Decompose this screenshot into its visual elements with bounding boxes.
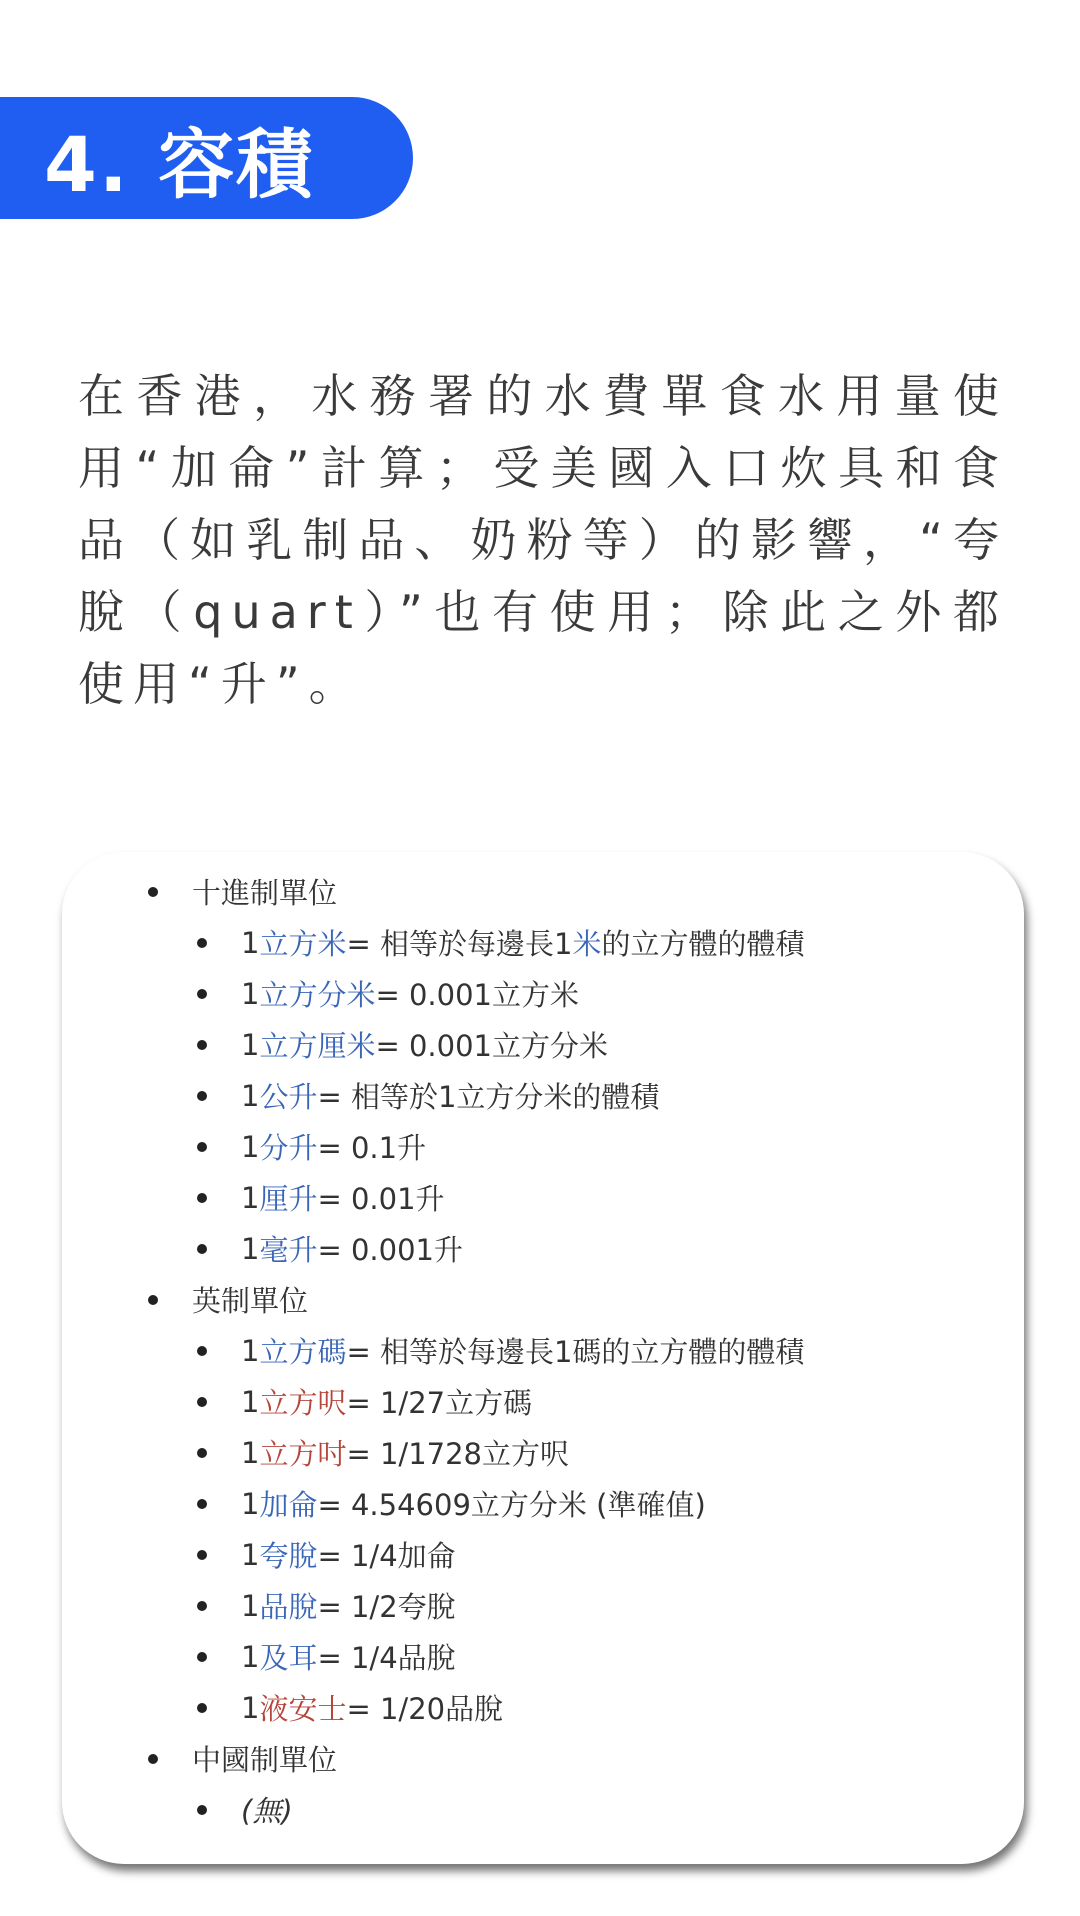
bullet-icon (197, 938, 207, 948)
unit-link[interactable]: 厘升 (259, 1182, 318, 1216)
bullet-icon (197, 1805, 207, 1815)
unit-quantity: 1 (241, 1435, 260, 1470)
unit-quantity: 1 (241, 1588, 260, 1623)
list-item (62, 1682, 1024, 1733)
unit-definition: = 0.001升 (317, 1233, 464, 1267)
unit-quantity: 1 (241, 1690, 260, 1725)
list-item (62, 917, 1024, 968)
list-item (62, 1172, 1024, 1223)
unit-quantity: 1 (241, 1486, 260, 1521)
list-item (62, 1376, 1024, 1427)
decimal-units-section (62, 866, 1024, 1274)
unit-definition: = 1/1728立方呎 (346, 1437, 570, 1471)
unit-quantity: 1 (241, 1639, 260, 1674)
unit-quantity: 1 (241, 1384, 260, 1419)
decimal-units-list (62, 917, 1024, 1274)
bullet-icon (197, 1499, 207, 1509)
list-item (62, 1427, 1024, 1478)
unit-link[interactable]: 立方分米 (259, 978, 376, 1012)
unit-link[interactable]: 立方米 (259, 927, 347, 961)
bullet-icon (197, 989, 207, 999)
unit-quantity: 1 (241, 925, 260, 960)
section-label-imperial (62, 1274, 1024, 1325)
unit-quantity: 1 (241, 1027, 260, 1062)
list-item (62, 1121, 1024, 1172)
intro-paragraph: 在香港，水務署的水費單食水用量使用“加侖”計算；受美國入口炊具和食品（如乳制品、奶粉等）的影響，“夸脫（quart）”也有使用；除此之外都使用“升”。 (78, 369, 1008, 711)
unit-quantity: 1 (241, 1129, 260, 1164)
section-label-text: 中國制單位 (192, 1743, 338, 1777)
unit-definition: = 4.54609立方分米 (準確值) (317, 1488, 706, 1522)
unit-quantity: 1 (241, 1078, 260, 1113)
unit-link[interactable]: 米 (572, 927, 602, 961)
section-label-text: 英制單位 (192, 1284, 309, 1318)
unit-quantity: 1 (241, 1537, 260, 1572)
bullet-icon (197, 1550, 207, 1560)
unit-quantity: 1 (241, 1333, 260, 1368)
unit-link[interactable]: 液安士 (259, 1692, 347, 1726)
unit-definition: = 相等於每邊長1碼的立方體的體積 (346, 1335, 805, 1369)
bullet-icon (148, 1754, 158, 1764)
unit-definition: = 1/2夸脫 (317, 1590, 456, 1624)
unit-quantity: 1 (241, 1231, 260, 1266)
unit-link[interactable]: 立方碼 (259, 1335, 347, 1369)
units-card (62, 852, 1024, 1864)
list-item (62, 1223, 1024, 1274)
list-item (62, 1784, 1024, 1835)
unit-definition: = 0.01升 (317, 1182, 445, 1216)
list-item (62, 1631, 1024, 1682)
bullet-icon (197, 1091, 207, 1101)
unit-definition: = 0.001立方米 (375, 978, 580, 1012)
list-item (62, 1070, 1024, 1121)
none-text: (無) (241, 1794, 293, 1828)
chinese-units-section (62, 1733, 1024, 1835)
imperial-units-list (62, 1325, 1024, 1733)
bullet-icon (197, 1703, 207, 1713)
bullet-icon (197, 1397, 207, 1407)
bullet-icon (197, 1193, 207, 1203)
bullet-icon (197, 1142, 207, 1152)
list-item (62, 968, 1024, 1019)
bullet-icon (197, 1244, 207, 1254)
bullet-icon (197, 1346, 207, 1356)
imperial-units-section (62, 1274, 1024, 1733)
list-item (62, 1580, 1024, 1631)
unit-definition: = 0.1升 (317, 1131, 427, 1165)
list-item (62, 1019, 1024, 1070)
unit-link[interactable]: 加侖 (259, 1488, 318, 1522)
unit-definition: = 相等於1立方分米的體積 (317, 1080, 660, 1114)
bullet-icon (197, 1448, 207, 1458)
unit-quantity: 1 (241, 1180, 260, 1215)
list-item (62, 1478, 1024, 1529)
bullet-icon (148, 887, 158, 897)
bullet-icon (148, 1295, 158, 1305)
section-heading-banner (0, 97, 413, 219)
bullet-icon (197, 1652, 207, 1662)
unit-definition: = 1/20品脫 (346, 1692, 504, 1726)
unit-definition-tail: 的立方體的體積 (601, 927, 805, 961)
section-label-decimal (62, 866, 1024, 917)
unit-link[interactable]: 夸脫 (259, 1539, 318, 1573)
section-label-chinese (62, 1733, 1024, 1784)
unit-definition: = 1/4品脫 (317, 1641, 456, 1675)
unit-link[interactable]: 立方吋 (259, 1437, 347, 1471)
section-heading-title: 4. 容積 (44, 119, 315, 209)
list-item (62, 1529, 1024, 1580)
unit-definition: = 1/4加侖 (317, 1539, 456, 1573)
unit-link[interactable]: 立方呎 (259, 1386, 347, 1420)
unit-link[interactable]: 毫升 (259, 1233, 318, 1267)
unit-link[interactable]: 及耳 (259, 1641, 318, 1675)
bullet-icon (197, 1040, 207, 1050)
unit-link[interactable]: 公升 (259, 1080, 318, 1114)
list-item (62, 1325, 1024, 1376)
unit-link[interactable]: 分升 (259, 1131, 318, 1165)
section-label-text: 十進制單位 (192, 876, 338, 910)
unit-definition: = 0.001立方分米 (375, 1029, 609, 1063)
unit-link[interactable]: 品脫 (259, 1590, 318, 1624)
unit-link[interactable]: 立方厘米 (259, 1029, 376, 1063)
unit-quantity: 1 (241, 976, 260, 1011)
unit-definition: = 1/27立方碼 (346, 1386, 533, 1420)
bullet-icon (197, 1601, 207, 1611)
unit-definition: = 相等於每邊長1 (346, 927, 573, 961)
